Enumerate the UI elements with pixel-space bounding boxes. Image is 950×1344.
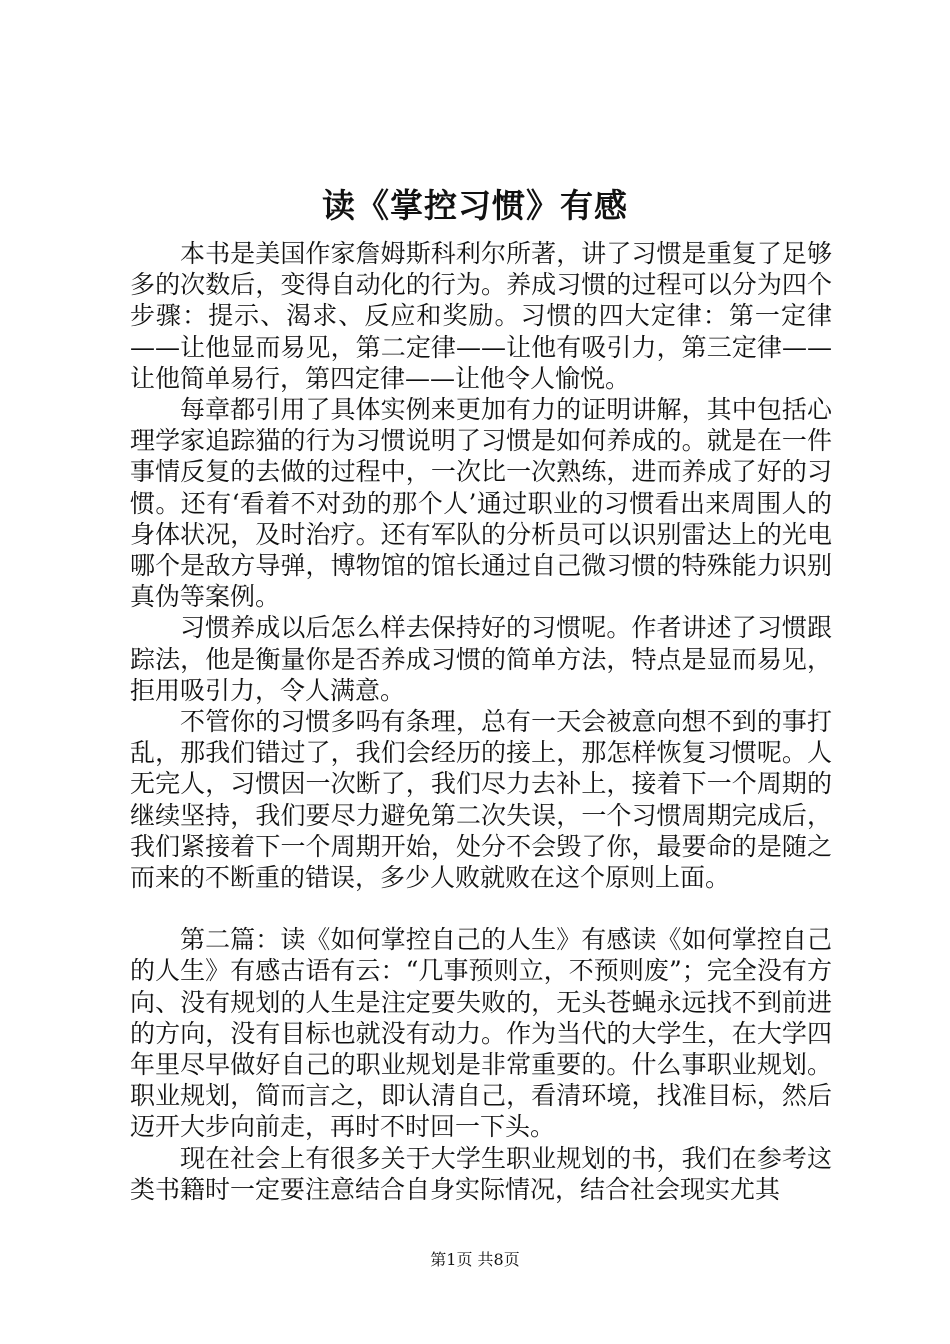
document-title: 读《掌控习惯》有感	[322, 186, 628, 225]
paragraph-2: 每章都引用了具体实例来更加有力的证明讲解，其中包括心理学家追踪猫的行为习惯说明了习惯是如何养成的。就是在一件事情反复的去做的过程中，一次比一次熟练，进而养成了好的习惯。还有‘看着不对劲的那个人’通过职业的习惯看出来周围人的身体状况，及时治疗。还有军队的分析员可以识别雷达上的光电哪个是敌方导弹，博物馆的馆长通过自己微习惯的特殊能力识别真伪等案例。	[130, 395, 832, 612]
page-footer: 第1页 共8页	[430, 1250, 520, 1269]
paragraph-5: 第二篇：读《如何掌控自己的人生》有感读《如何掌控自己的人生》有感古语有云：“几事预则立，不预则废”；完全没有方向、没有规划的人生是注定要失败的，无头苍蝇永远找不到前进的方向，没有目标也就没有动力。作为当代的大学生，在大学四年里尽早做好自己的职业规划是非常重要的。什么事职业规划。职业规划，简而言之，即认清自己，看清环境，找准目标，然后迈开大步向前走，再时不时回一下头。	[130, 925, 832, 1142]
paragraph-4: 不管你的习惯多吗有条理，总有一天会被意向想不到的事打乱，那我们错过了，我们会经历的接上，那怎样恢复习惯呢。人无完人，习惯因一次断了，我们尽力去补上，接着下一个周期的继续坚持，我们要尽力避免第二次失误，一个习惯周期完成后，我们紧接着下一个周期开始，处分不会毁了你，最要命的是随之而来的不断重的错误，多少人败就败在这个原则上面。	[130, 707, 832, 893]
paragraph-6: 现在社会上有很多关于大学生职业规划的书，我们在参考这类书籍时一定要注意结合自身实际情况，结合社会现实尤其	[130, 1143, 832, 1204]
document-body	[130, 238, 832, 1205]
section-gap	[130, 893, 832, 924]
paragraph-3: 习惯养成以后怎么样去保持好的习惯呢。作者讲述了习惯跟踪法，他是衡量你是否养成习惯的简单方法，特点是显而易见，拒用吸引力，令人满意。	[130, 613, 832, 705]
paragraph-1: 本书是美国作家詹姆斯科利尔所著，讲了习惯是重复了足够多的次数后，变得自动化的行为。养成习惯的过程可以分为四个步骤：提示、渴求、反应和奖励。习惯的四大定律：第一定律——让他显而易见，第二定律——让他有吸引力，第三定律——让他简单易行，第四定律——让他令人愉悦。	[130, 239, 832, 393]
